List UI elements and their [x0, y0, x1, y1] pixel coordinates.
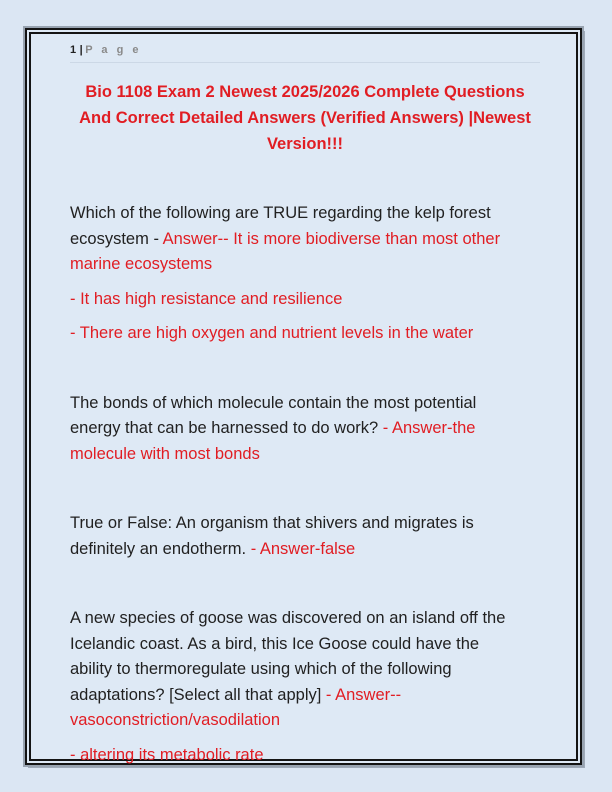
answer-text: - altering its metabolic rate — [70, 745, 264, 764]
question-text: Which of the following are TRUE regarding the kelp forest ecosystem - — [70, 204, 491, 248]
qa-block — [70, 606, 522, 768]
qa-paragraph — [70, 201, 522, 278]
qa-block — [70, 391, 522, 468]
qa-paragraph — [70, 391, 522, 468]
answer-text: - It has high resistance and resilience — [70, 289, 343, 308]
question-text: The bonds of which molecule contain the most potential energy that can be harnessed to do work? — [70, 393, 477, 437]
answer-text: - Answer-false — [250, 539, 356, 558]
answer-text: - Answer-- vasoconstriction/vasodilation — [70, 685, 402, 729]
document-title: Bio 1108 Exam 2 Newest 2025/2026 Complete Questions And Correct Detailed Answers (Verified Answers) |Newest Version!!! — [79, 83, 531, 153]
question-text: True or False: An organism that shivers and migrates is definitely an endotherm. — [70, 514, 474, 558]
qa-paragraph — [70, 606, 522, 734]
page-header — [70, 40, 540, 63]
question-text: A new species of goose was discovered on an island off the Icelandic coast. As a bird, this Ice Goose could have the ability to thermoregulate using which of the following adaptations? [Select all that apply] — [70, 609, 506, 704]
page-number: 1 — [70, 44, 77, 56]
qa-block — [70, 511, 522, 562]
answer-text: Answer-- It is more biodiverse than most other marine ecosystems — [70, 229, 501, 273]
qa-block — [70, 201, 522, 347]
answer-text: - Answer-the molecule with most bonds — [70, 419, 476, 463]
qa-paragraph — [70, 321, 522, 347]
page-header-separator: | — [79, 44, 84, 56]
qa-content — [70, 201, 522, 768]
qa-paragraph — [70, 511, 522, 562]
qa-paragraph — [70, 287, 522, 313]
page-label: P a g e — [85, 44, 142, 56]
qa-paragraph — [70, 743, 522, 769]
answer-text: - There are high oxygen and nutrient levels in the water — [70, 324, 474, 342]
document-page-frame — [25, 28, 582, 765]
